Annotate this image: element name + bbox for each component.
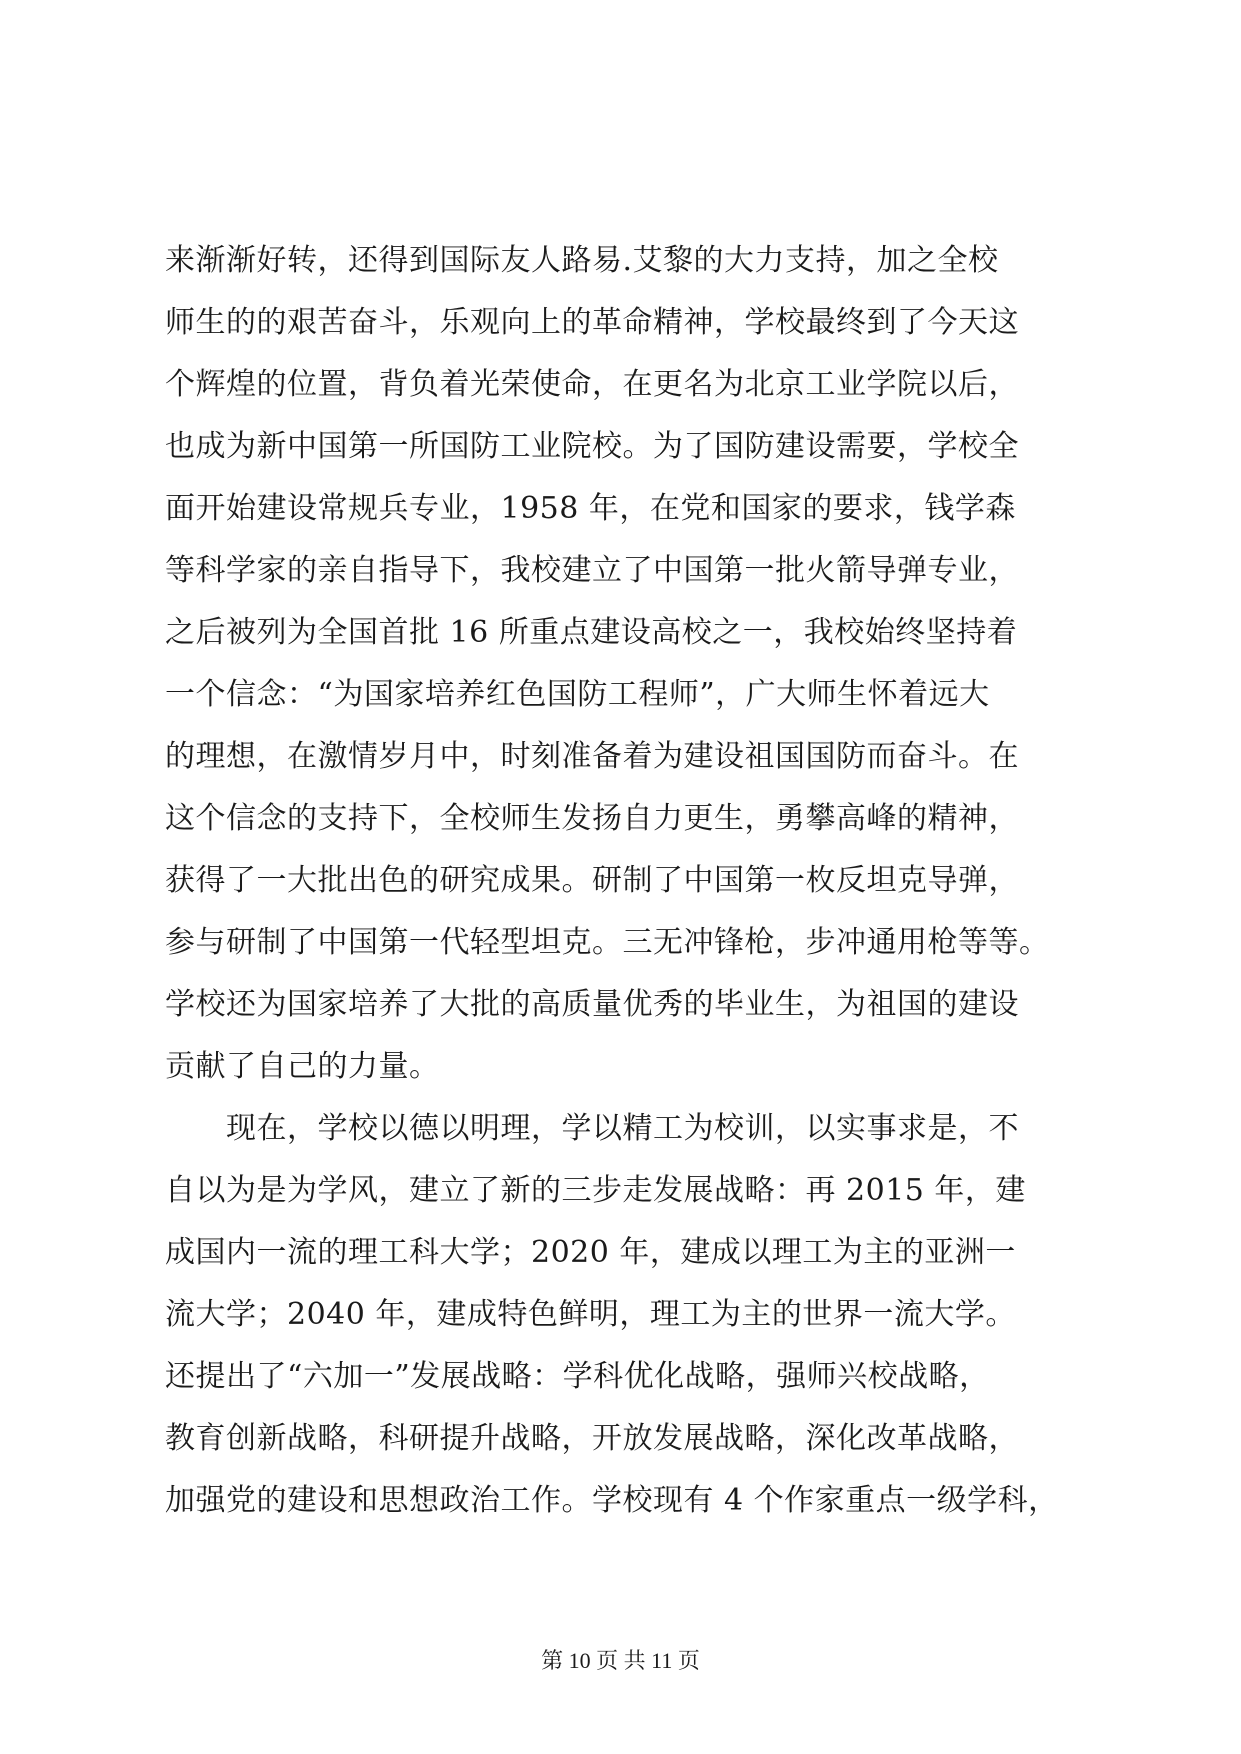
text-line: 现在，学校以德以明理，学以精工为校训，以实事求是，不 <box>165 1111 1019 1146</box>
text-line: 的理想，在激情岁月中，时刻准备着为建设祖国国防而奋斗。在 <box>165 739 1019 774</box>
text-line: 师生的的艰苦奋斗，乐观向上的革命精神，学校最终到了今天这 <box>165 305 1019 340</box>
text-line: 加强党的建设和思想政治工作。学校现有 4 个作家重点一级学科， <box>165 1483 1059 1518</box>
text-line: 一个信念：“为国家培养红色国防工程师”，广大师生怀着远大 <box>165 677 990 712</box>
text-line: 之后被列为全国首批 16 所重点建设高校之一，我校始终坚持着 <box>165 615 1018 650</box>
text-line: 也成为新中国第一所国防工业院校。为了国防建设需要，学校全 <box>165 429 1019 464</box>
paragraph-1 <box>165 230 1085 1098</box>
text-line: 教育创新战略，科研提升战略，开放发展战略，深化改革战略， <box>165 1421 1019 1456</box>
text-line: 成国内一流的理工科大学；2020 年，建成以理工为主的亚洲一 <box>165 1235 1016 1270</box>
text-line: 贡献了自己的力量。 <box>165 1049 440 1084</box>
text-line: 面开始建设常规兵专业，1958 年，在党和国家的要求，钱学森 <box>165 491 1016 526</box>
text-line: 学校还为国家培养了大批的高质量优秀的毕业生，为祖国的建设 <box>165 987 1019 1022</box>
text-line: 还提出了“六加一”发展战略：学科优化战略，强师兴校战略， <box>165 1359 990 1394</box>
text-line: 个辉煌的位置，背负着光荣使命，在更名为北京工业学院以后， <box>165 367 1019 402</box>
text-line: 自以为是为学风，建立了新的三步走发展战略：再 2015 年，建 <box>165 1173 1026 1208</box>
text-line: 流大学；2040 年，建成特色鲜明，理工为主的世界一流大学。 <box>165 1297 1016 1332</box>
text-line: 这个信念的支持下，全校师生发扬自力更生，勇攀高峰的精神， <box>165 801 1019 836</box>
body-text <box>165 230 1085 1532</box>
text-line: 等科学家的亲自指导下，我校建立了中国第一批火箭导弹专业， <box>165 553 1019 588</box>
paragraph-2 <box>165 1098 1085 1532</box>
text-line: 参与研制了中国第一代轻型坦克。三无冲锋枪，步冲通用枪等等。 <box>165 925 1050 960</box>
text-line: 获得了一大批出色的研究成果。研制了中国第一枚反坦克导弹， <box>165 863 1019 898</box>
page-number-footer: 第 10 页 共 11 页 <box>541 1648 700 1673</box>
text-line: 来渐渐好转，还得到国际友人路易.艾黎的大力支持，加之全校 <box>165 243 999 278</box>
